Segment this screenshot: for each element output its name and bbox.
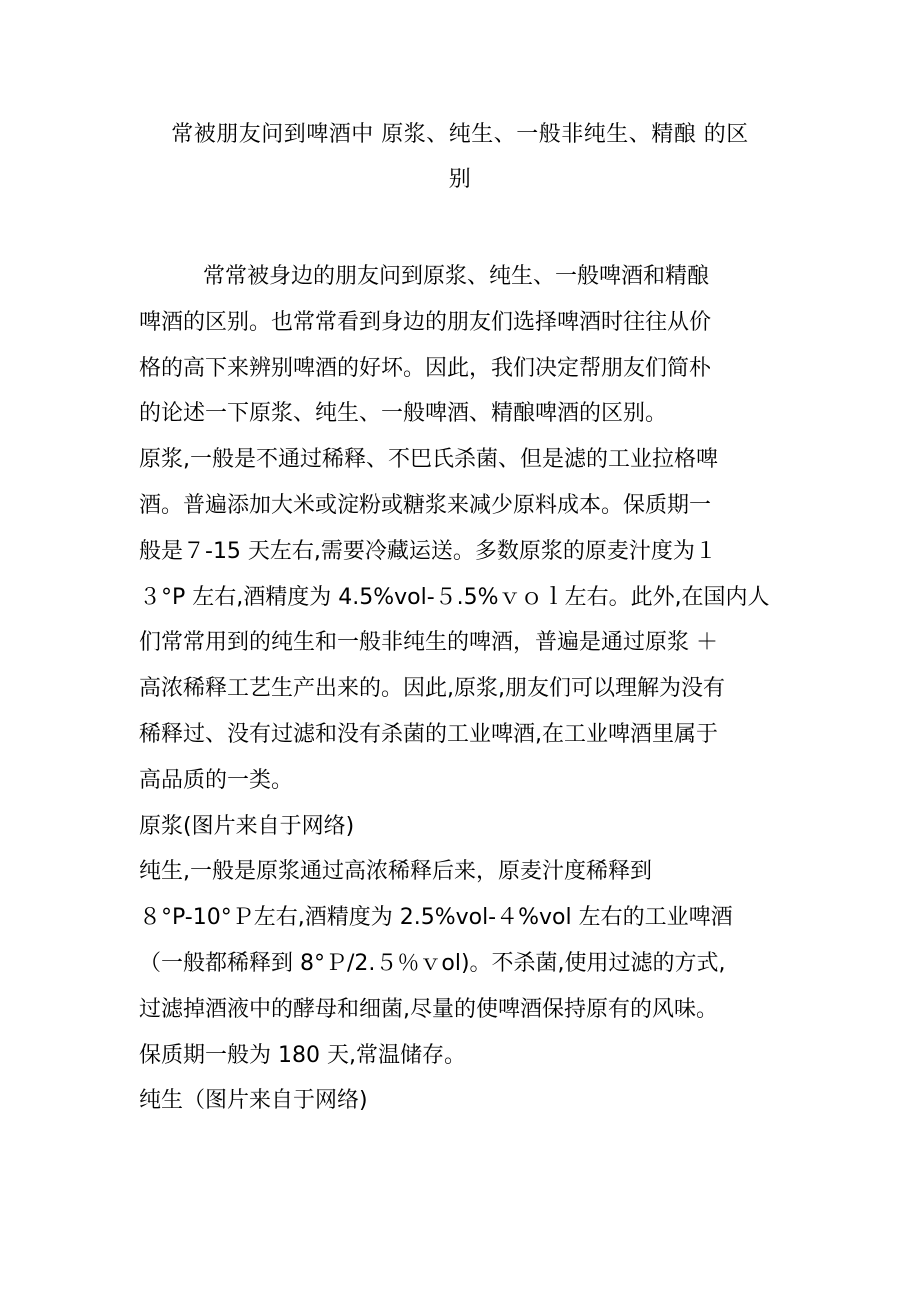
paragraph-line: ３°P 左右,酒精度为 4.5%vol-５.5%ｖｏｌ左右。此外,在国内人 [139, 584, 770, 610]
paragraph-line: 们常常用到的纯生和一般非纯生的啤酒，普遍是通过原浆 ＋ [139, 630, 718, 656]
paragraph-line: 原浆,一般是不通过稀释、不巴氏杀菌、但是滤的工业拉格啤 [139, 447, 718, 473]
paragraph-line: 常常被身边的朋友问到原浆、纯生、一般啤酒和精酿 [203, 264, 710, 289]
paragraph-line: 保质期一般为 180 天,常温储存。 [139, 1042, 466, 1068]
paragraph-line: 高浓稀释工艺生产出来的。因此,原浆,朋友们可以理解为没有 [139, 676, 725, 702]
paragraph-line: 的论述一下原浆、纯生、一般啤酒、精酿啤酒的区别。 [139, 401, 668, 427]
paragraph-line: 稀释过、没有过滤和没有杀菌的工业啤酒,在工业啤酒里属于 [139, 721, 718, 747]
paragraph-line: （一般都稀释到 8°Ｐ/2.５％ｖol)。不杀菌,使用过滤的方式, [139, 950, 726, 976]
image-caption: 纯生（图片来自于网络) [139, 1088, 368, 1114]
paragraph-line: 般是７-15 天左右,需要冷藏运送。多数原浆的原麦汁度为１ [139, 538, 717, 564]
document-body [139, 254, 799, 1124]
paragraph-line: 啤酒的区别。也常常看到身边的朋友们选择啤酒时往往从价 [139, 309, 712, 335]
title-line: 别 [448, 167, 472, 192]
paragraph-line: 高品质的一类。 [139, 767, 294, 793]
paragraph-line: 过滤掉酒液中的酵母和细菌,尽量的使啤酒保持原有的风味。 [139, 996, 718, 1022]
paragraph-line: ８°P-10°Ｐ左右,酒精度为 2.5%vol-４%vol 左右的工业啤酒 [139, 905, 733, 931]
document-title [110, 112, 810, 202]
paragraph-line: 酒。普遍添加大米或淀粉或糖浆来减少原料成本。保质期一 [139, 492, 712, 518]
title-line: 常被朋友问到啤酒中 原浆、纯生、一般非纯生、精酿 的区 [171, 122, 749, 147]
paragraph-line: 格的高下来辨别啤酒的好坏。因此，我们决定帮朋友们简朴 [139, 355, 712, 381]
image-caption: 原浆(图片来自于网络) [139, 813, 355, 839]
paragraph-line: 纯生,一般是原浆通过高浓稀释后来，原麦汁度稀释到 [139, 859, 652, 885]
